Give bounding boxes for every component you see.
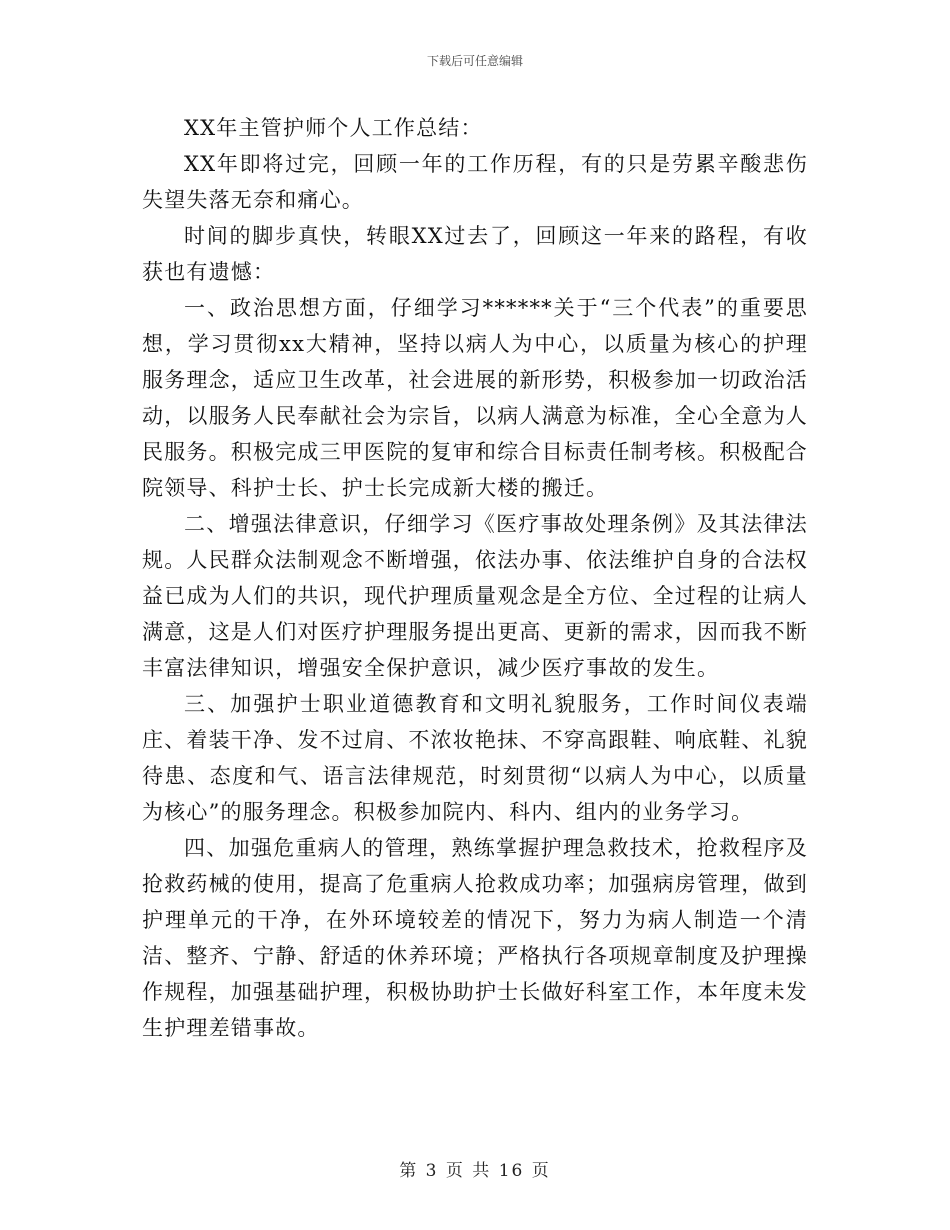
paragraph: 时间的脚步真快，转眼XX过去了，回顾这一年来的路程，有收获也有遗憾： — [142, 224, 808, 284]
document-body — [142, 110, 808, 1046]
paragraph: 三、加强护士职业道德教育和文明礼貌服务，工作时间仪表端庄、着装干净、发不过肩、不浓妆艳抹、不穿高跟鞋、响底鞋、礼貌待患、态度和气、语言法律规范，时刻贯彻“以病人为中心，以质量为核心”的服务理念。积极参加院内、科内、组内的业务学习。 — [142, 692, 808, 824]
document-title-line: XX年主管护师个人工作总结： — [184, 116, 483, 140]
paragraph: 四、加强危重病人的管理，熟练掌握护理急救技术，抢救程序及抢救药械的使用，提高了危重病人抢救成功率；加强病房管理，做到护理单元的干净，在外环境较差的情况下，努力为病人制造一个清洁、整齐、宁静、舒适的休养环境；严格执行各项规章制度及护理操作规程，加强基础护理，积极协助护士长做好科室工作，本年度未发生护理差错事故。 — [142, 836, 808, 1040]
paragraph: XX年即将过完，回顾一年的工作历程，有的只是劳累辛酸悲伤失望失落无奈和痛心。 — [142, 152, 808, 212]
page-header: 下载后可任意编辑 — [426, 54, 523, 68]
page-footer: 第 3 页 共 16 页 — [399, 1161, 551, 1181]
paragraph: 一、政治思想方面，仔细学习******关于“三个代表”的重要思想，学习贯彻xx大精神，坚持以病人为中心，以质量为核心的护理服务理念，适应卫生改革，社会进展的新形势，积极参加一切政治活动，以服务人民奉献社会为宗旨，以病人满意为标准，全心全意为人民服务。积极完成三甲医院的复审和综合目标责任制考核。积极配合院领导、科护士长、护士长完成新大楼的搬迁。 — [142, 296, 808, 500]
paragraph: 二、增强法律意识，仔细学习《医疗事故处理条例》及其法律法规。人民群众法制观念不断增强，依法办事、依法维护自身的合法权益已成为人们的共识，现代护理质量观念是全方位、全过程的让病人满意，这是人们对医疗护理服务提出更高、更新的需求，因而我不断丰富法律知识，增强安全保护意识，减少医疗事故的发生。 — [142, 512, 808, 680]
